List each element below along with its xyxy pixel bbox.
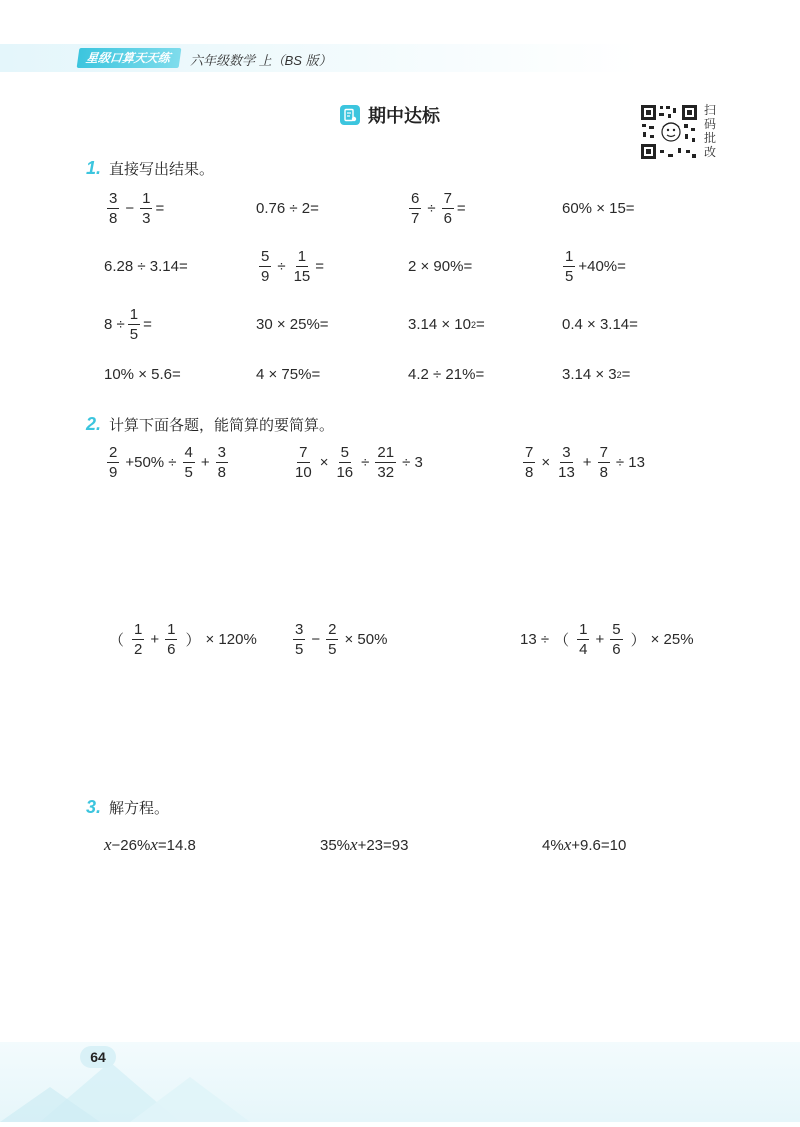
scan-to-grade-label [703, 103, 717, 159]
section-instruction: 解方程。 [109, 800, 170, 817]
fraction: $\frac{3}{5}$ [295, 621, 304, 658]
fraction: $\frac{5}{9}$ [261, 248, 270, 285]
section-number: 3. [86, 797, 102, 817]
problem-2-2: $\frac{7}{10}$ × $\frac{5}{16}$ ÷ $\frac{21}{32}$ ÷ 3 [295, 444, 423, 481]
book-title: 六年级数学 上（BS 版） [190, 53, 332, 68]
fraction: $\frac{3}{8}$ [109, 190, 118, 227]
problem-2-6: 13 ÷ （ $\frac{1}{4}$ + $\frac{5}{6}$ ） × 25% [520, 621, 694, 658]
problem-1-11: 3.14 × 10 2 = [408, 316, 485, 333]
problem-2-5: $\frac{3}{5}$ − $\frac{2}{5}$ × 50% [295, 621, 388, 658]
fraction: $\frac{1}{3}$ [142, 190, 151, 227]
fraction: $\frac{3}{13}$ [558, 444, 575, 481]
page-title: 期中达标 [368, 106, 440, 126]
equation-1: x −26% x =14.8 [104, 835, 196, 854]
scan-char: 改 [703, 145, 716, 159]
page-title-group [340, 102, 440, 128]
footer-band [0, 1042, 800, 1122]
fraction: $\frac{7}{10}$ [295, 444, 312, 481]
fraction: $\frac{1}{15}$ [293, 248, 311, 285]
problem-1-6: $\frac{5}{9}$ ÷ $\frac{1}{15}$ = [261, 248, 325, 285]
section-number: 2. [86, 414, 102, 434]
fraction: $\frac{4}{5}$ [184, 444, 193, 481]
problem-1-5: 6.28 ÷ 3.14= [104, 258, 188, 275]
problem-1-1: $\frac{3}{8}$ − $\frac{1}{3}$ = [109, 190, 165, 227]
section-instruction: 直接写出结果。 [109, 161, 215, 178]
fraction: $\frac{1}{2}$ [134, 621, 143, 658]
scan-char: 扫 [703, 103, 716, 117]
problem-1-2: 0.76 ÷ 2= [256, 200, 319, 217]
problem-1-12: 0.4 × 3.14= [562, 316, 638, 333]
fraction: $\frac{5}{16}$ [336, 444, 354, 481]
problem-1-15: 4.2 ÷ 21%= [408, 366, 485, 383]
fraction: $\frac{2}{5}$ [328, 621, 337, 658]
problem-2-1: $\frac{2}{9}$ +50% ÷ $\frac{4}{5}$ + $\frac{3}{8}$ [109, 444, 226, 481]
fraction: $\frac{6}{7}$ [411, 190, 420, 227]
fraction: $\frac{1}{6}$ [167, 621, 176, 658]
section-instruction: 计算下面各题，能简算的要简算。 [109, 417, 335, 434]
fraction: $\frac{2}{9}$ [109, 444, 118, 481]
problem-2-4: （ $\frac{1}{2}$ + $\frac{1}{6}$ ） × 120% [109, 621, 257, 658]
problem-1-8: $\frac{1}{5}$ +40%= [565, 248, 626, 285]
problem-1-14: 4 × 75%= [256, 366, 321, 383]
fraction: $\frac{7}{6}$ [443, 190, 452, 227]
scan-char: 码 [703, 117, 716, 131]
qr-code-icon[interactable] [640, 104, 698, 160]
problem-1-3: $\frac{6}{7}$ ÷ $\frac{7}{6}$ = [411, 190, 466, 227]
fraction: $\frac{21}{32}$ [377, 444, 395, 481]
problem-1-16: 3.14 × 3 2 = [562, 366, 631, 383]
fraction: $\frac{7}{8}$ [599, 444, 608, 481]
series-brand-label: 星级口算天天练 [77, 48, 182, 68]
equation-3: 4% x +9.6=10 [542, 835, 627, 854]
problem-1-13: 10% × 5.6= [104, 366, 181, 383]
section-1-heading [86, 158, 214, 179]
equation-2: 35% x +23=93 [320, 835, 409, 854]
section-number: 1. [86, 158, 102, 178]
problem-1-4: 60% × 15= [562, 200, 635, 217]
fraction: $\frac{1}{5}$ [565, 248, 574, 285]
section-3-heading [86, 797, 169, 818]
problem-1-7: 2 × 90%= [408, 258, 473, 275]
fraction: $\frac{1}{5}$ [129, 306, 139, 343]
footer-decoration [0, 1042, 800, 1122]
fraction: $\frac{3}{8}$ [217, 444, 226, 481]
page-number: 64 [80, 1046, 116, 1068]
problem-2-3: $\frac{7}{8}$ × $\frac{3}{13}$ + $\frac{7}{8}$ ÷ 13 [525, 444, 645, 481]
problem-1-9: 8 ÷ $\frac{1}{5}$ = [104, 306, 152, 343]
fraction: $\frac{7}{8}$ [525, 444, 534, 481]
scan-char: 批 [703, 131, 716, 145]
fraction: $\frac{1}{4}$ [579, 621, 588, 658]
fraction: $\frac{5}{6}$ [612, 621, 621, 658]
document-edit-icon [340, 105, 360, 125]
section-2-heading [86, 414, 334, 435]
problem-1-10: 30 × 25%= [256, 316, 329, 333]
